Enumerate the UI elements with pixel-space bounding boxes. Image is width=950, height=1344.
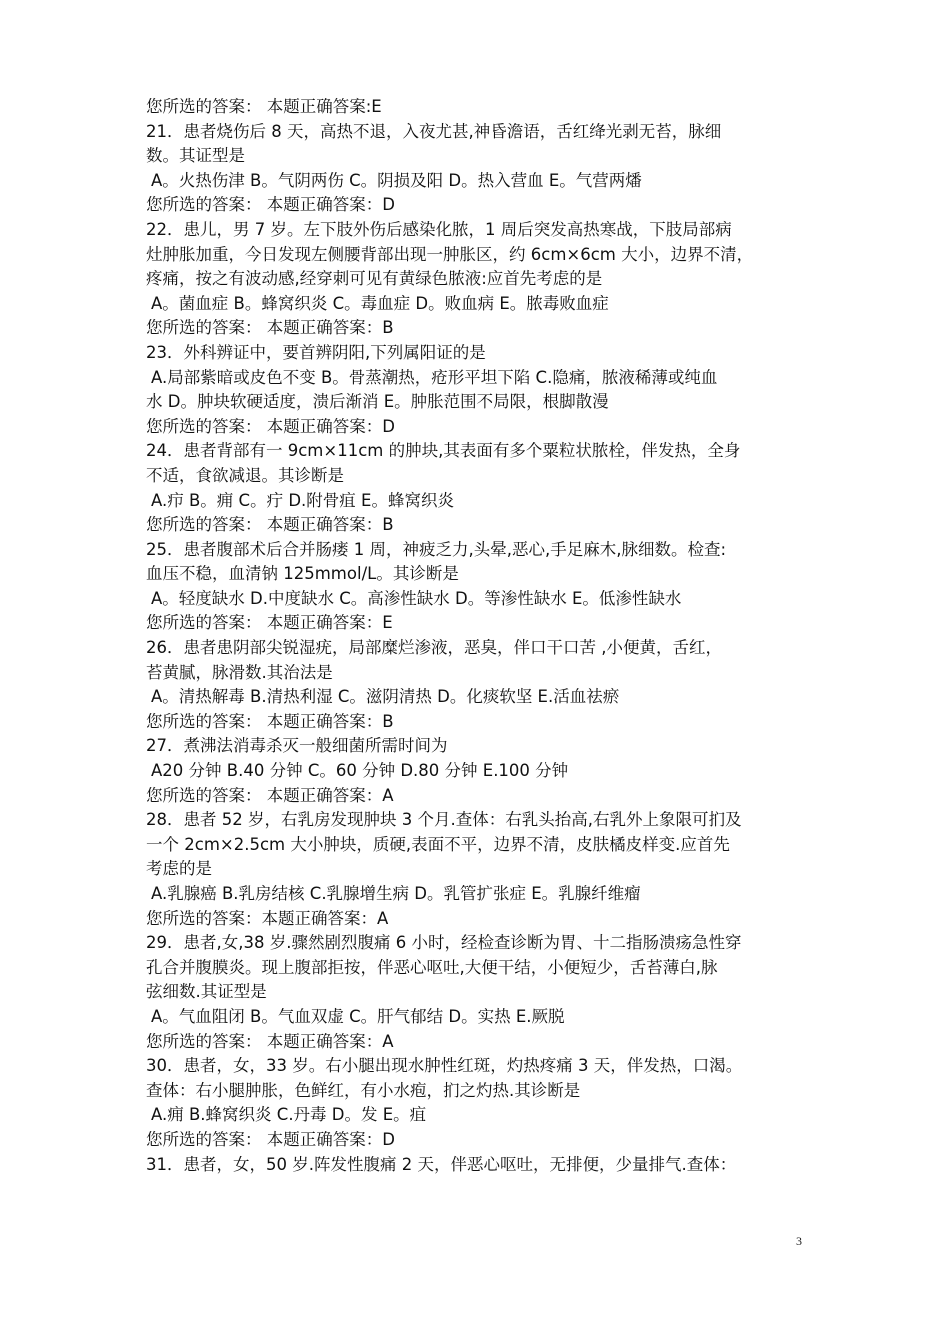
- options-line: A。气血阻闭 B。气血双虚 C。肝气郁结 D。实热 E.厥脱: [151, 1006, 565, 1026]
- options-line: A。菌血症 B。蜂窝织炎 C。毒血症 D。败血病 E。脓毒败血症: [151, 293, 609, 313]
- answer-line: 您所选的答案： 本题正确答案：B: [146, 711, 394, 731]
- question-line: 查体：右小腿肿胀，色鲜红，有小水疱，扪之灼热.其诊断是: [146, 1080, 581, 1100]
- page-number: 3: [796, 1234, 802, 1248]
- question-line: 29．患者,女,38 岁.骤然剧烈腹痛 6 小时，经检查诊断为胃、十二指肠溃疡急性穿: [146, 933, 742, 953]
- question-line: 24．患者背部有一 9cm×11cm 的肿块,其表面有多个粟粒状脓栓，伴发热，全身: [146, 441, 741, 461]
- answer-line: 您所选的答案： 本题正确答案：B: [146, 318, 394, 338]
- question-line: 孔合并腹膜炎。现上腹部拒按，伴恶心呕吐,大便干结，小便短少，舌苔薄白,脉: [146, 957, 718, 977]
- question-line: 苔黄腻，脉滑数.其治法是: [146, 662, 333, 682]
- question-line: 23．外科辨证中，要首辨阴阳,下列属阳证的是: [146, 342, 486, 362]
- answer-line: 您所选的答案： 本题正确答案：D: [146, 1129, 395, 1149]
- question-line: 30．患者，女，33 岁。右小腿出现水肿性红斑，灼热疼痛 3 天，伴发热，口渴。: [146, 1056, 743, 1076]
- answer-line: 您所选的答案： 本题正确答案：D: [146, 195, 395, 215]
- answer-line: 您所选的答案： 本题正确答案：D: [146, 416, 395, 436]
- options-line: A。清热解毒 B.清热利湿 C。滋阴清热 D。化痰软坚 E.活血祛瘀: [151, 687, 620, 707]
- question-line: 31．患者，女，50 岁.阵发性腹痛 2 天，伴恶心呕吐，无排便，少量排气.查体：: [146, 1154, 737, 1174]
- question-line: 21．患者烧伤后 8 天，高热不退，入夜尤甚,神昏澹语，舌红绛光剥无苔，脉细: [146, 121, 722, 141]
- question-line: 25．患者腹部术后合并肠瘘 1 周，神疲乏力,头晕,恶心,手足麻木,脉细数。检查:: [146, 539, 727, 559]
- question-line: 水 D。肿块软硬适度，溃后渐消 E。肿胀范围不局限，根脚散漫: [146, 392, 609, 412]
- options-line: A。轻度缺水 D.中度缺水 C。高渗性缺水 D。等渗性缺水 E。低渗性缺水: [151, 588, 682, 608]
- question-line: 血压不稳，血清钠 125mmol/L。其诊断是: [146, 564, 459, 584]
- question-line: 数。其证型是: [146, 146, 245, 166]
- answer-line: 您所选的答案：本题正确答案：A: [146, 908, 389, 928]
- question-line: 灶肿胀加重，今日发现左侧腰背部出现一肿胀区，约 6cm×6cm 大小，边界不清，: [146, 244, 754, 264]
- answer-line: 您所选的答案： 本题正确答案：A: [146, 785, 394, 805]
- question-line: 22．患儿，男 7 岁。左下肢外伤后感染化脓，1 周后突发高热寒战，下肢局部病: [146, 219, 732, 239]
- options-line: A。火热伤津 B。气阴两伤 C。阴损及阳 D。热入营血 E。气营两燔: [151, 170, 642, 190]
- page-content: [146, 95, 816, 1177]
- question-line: 28．患者 52 岁，右乳房发现肿块 3 个月.查体：右乳头抬高,右乳外上象限可扪及: [146, 810, 742, 830]
- question-line: 26．患者患阴部尖锐湿疣，局部糜烂渗液，恶臭，伴口干口苦 ,小便黄，舌红，: [146, 638, 722, 658]
- options-line: A.乳腺癌 B.乳房结核 C.乳腺增生病 D。乳管扩张症 E。乳腺纤维瘤: [151, 884, 641, 903]
- question-line: 一个 2cm×2.5cm 大小肿块，质硬,表面不平，边界不清，皮肤橘皮样变.应首先: [146, 834, 730, 854]
- options-line: A.疖 B。痈 C。疔 D.附骨疽 E。蜂窝织炎: [151, 490, 454, 510]
- question-line: 考虑的是: [146, 859, 212, 879]
- options-line: A.痈 B.蜂窝织炎 C.丹毒 D。发 E。疽: [151, 1105, 427, 1125]
- options-line: A.局部紫暗或皮色不变 B。骨蒸潮热，疮形平坦下陷 C.隐痛，脓液稀薄或纯血: [151, 367, 718, 387]
- question-line: 27．煮沸法消毒杀灭一般细菌所需时间为: [146, 736, 448, 756]
- question-line: 不适，食欲减退。其诊断是: [146, 465, 344, 485]
- question-line: 弦细数.其证型是: [146, 982, 267, 1002]
- answer-line: 您所选的答案： 本题正确答案：A: [146, 1031, 394, 1051]
- options-line: A20 分钟 B.40 分钟 C。60 分钟 D.80 分钟 E.100 分钟: [151, 761, 569, 781]
- answer-line: 您所选的答案： 本题正确答案：B: [146, 515, 394, 535]
- answer-line: 您所选的答案： 本题正确答案：E: [146, 613, 393, 633]
- answer-line: 您所选的答案： 本题正确答案:E: [146, 97, 382, 116]
- question-line: 疼痛，按之有波动感,经穿刺可见有黄绿色脓液:应首先考虑的是: [146, 269, 603, 289]
